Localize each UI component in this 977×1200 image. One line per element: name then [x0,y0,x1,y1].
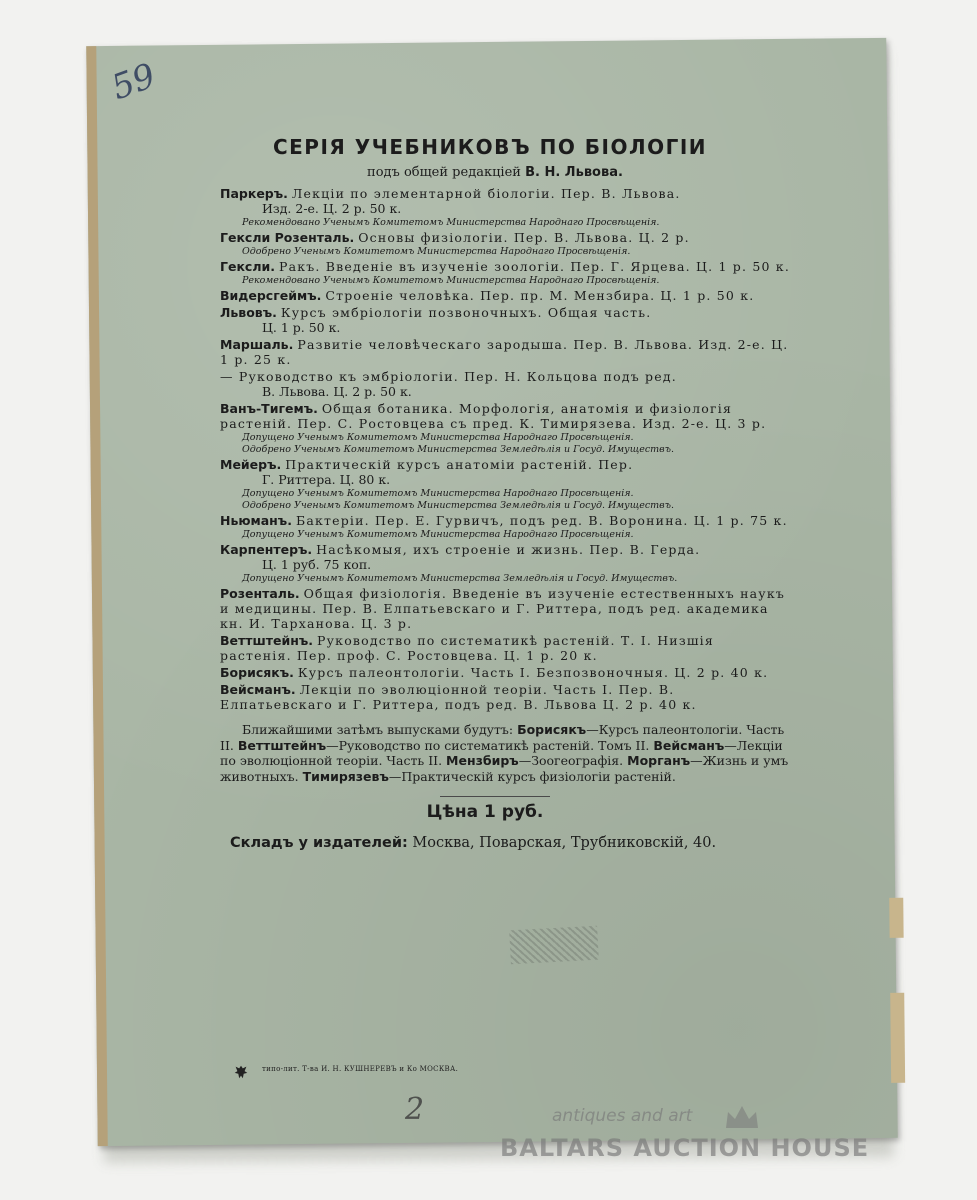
approval-note: Одобрено Ученымъ Комитетомъ Министерства Народнаго Просвѣщенія. [242,246,631,257]
warehouse-label: Складъ у издателей: [230,835,408,851]
upcoming-title: —Практическій курсъ физіологіи растеній. [388,768,676,784]
book-author: Гексли Розенталь. [220,230,355,245]
book-description-continued: Изд. 2-е. Ц. 2 р. 50 к. [262,201,402,216]
upcoming-title: —Курсъ палеонтологіи. Часть II. [220,722,785,753]
book-description-continued: В. Львова. Ц. 2 р. 50 к. [262,384,412,399]
book-entry [220,633,790,663]
book-entry [220,186,790,228]
book-entry [220,682,790,712]
book-author: Карпентеръ. [220,542,313,557]
book-description: Лекціи по эволюціонной теоріи. Часть I. Пер. В. Елпатьевскаго и Г. Риттера, подъ ред. В. Львова Ц. 2 р. 40 к. [220,682,697,712]
book-description-continued: Г. Риттера. Ц. 80 к. [262,472,391,487]
book-description: Развитіе человѣческаго зародыша. Пер. В. Львова. Изд. 2-е. Ц. 1 р. 25 к. [220,337,789,367]
printer-imprint: типо-лит. Т-ва И. Н. КУШНЕРЕВЪ и Ко МОСКВА. [262,1065,459,1073]
book-author: Паркеръ. [220,186,288,201]
book-entry [220,513,790,540]
approval-note: Допущено Ученымъ Комитетомъ Министерства Народнаго Просвѣщенія. [242,529,634,540]
book-description: Курсъ палеонтологіи. Часть I. Безпозвоночныя. Ц. 2 р. 40 к. [297,665,769,680]
book-list [220,186,790,712]
approval-note: Одобрено Ученымъ Комитетомъ Министерства Земледѣлія и Госуд. Имуществъ. [242,500,675,511]
book-author: Видерсгеймъ. [220,288,322,303]
approval-note: Допущено Ученымъ Комитетомъ Министерства Земледѣлія и Госуд. Имуществъ. [242,573,678,584]
book-description: Основы физіологіи. Пер. В. Львова. Ц. 2 р. [358,230,690,245]
divider-line [440,796,550,797]
torn-edge [889,898,903,938]
book-description: Общая ботаника. Морфологія, анатомія и физіологія растеній. Пер. С. Ростовцева съ пред. К. Тимирязева. Изд. 2-е. Ц. 3 р. [220,401,767,431]
approval-note: Допущено Ученымъ Комитетомъ Министерства Народнаго Просвѣщенія. [242,488,634,499]
book-entry [220,305,790,335]
book-author: Ньюманъ. [220,513,292,528]
book-author: Мейеръ. [220,457,282,472]
book-entry [220,337,790,367]
subtitle-prefix: подъ общей редакціей [367,165,521,180]
book-author: Вейсманъ. [220,682,296,697]
book-description: Руководство по систематикѣ растеній. Т. I. Низшія растенія. Пер. проф. С. Ростовцева. Ц. 1 р. 20 к. [220,633,714,663]
upcoming-author: Веттштейнъ [237,737,327,753]
approval-note: Допущено Ученымъ Комитетомъ Министерства Народнаго Просвѣщенія. [242,432,634,443]
book-description: Курсъ эмбріологіи позвоночныхъ. Общая часть. [280,305,652,320]
price: Цѣна 1 руб. [426,802,544,822]
book-description: Насѣкомыя, ихъ строеніе и жизнь. Пер. В. Герда. [316,542,701,557]
book-description: Практическій курсъ анатоміи растеній. Пер. [285,457,634,472]
book-entry [220,401,790,455]
upcoming-title: —Зоогеографія. [518,753,624,768]
book-entry [220,288,790,303]
book-author: Веттштейнъ. [220,633,314,648]
approval-note: Рекомендовано Ученымъ Комитетомъ Министерства Народнаго Просвѣщенія. [242,217,660,228]
book-description: Бактеріи. Пер. Е. Гурвичъ, подъ ред. В. Воронина. Ц. 1 р. 75 к. [295,513,788,528]
book-description: — Руководство къ эмбріологіи. Пер. Н. Кольцова подъ ред. [220,369,677,384]
upcoming-releases [220,722,790,784]
upcoming-title: —Руководство по систематикѣ растеній. Томъ II. [326,737,650,753]
upcoming-author: Тимирязевъ [302,768,389,784]
upcoming-author: Вейсманъ [653,737,725,753]
book-author: Розенталь. [220,586,300,601]
crown-icon [722,1102,762,1132]
book-entry [220,586,790,631]
ink-stamp [509,926,599,965]
book-description-continued: Ц. 1 р. 50 к. [262,320,341,335]
pencil-mark: 2 [405,1092,425,1127]
upcoming-author: Морганъ [627,753,691,768]
series-title: СЕРІЯ УЧЕБНИКОВЪ ПО БІОЛОГІИ [272,135,708,159]
series-subtitle [200,165,790,180]
handwritten-mark: 59 [106,55,161,109]
book-description: Ракъ. Введеніе въ изученіе зоологіи. Пер. Г. Ярцева. Ц. 1 р. 50 к. [278,259,790,274]
upcoming-intro: Ближайшими затѣмъ выпусками будутъ: [242,722,514,737]
book-author: Борисякъ. [220,665,294,680]
book-description: Строеніе человѣка. Пер. пр. М. Мензбира. Ц. 1 р. 50 к. [325,288,755,303]
book-description: Лекціи по элементарной біологіи. Пер. В. Львова. [291,186,681,201]
book-description-continued: Ц. 1 руб. 75 коп. [262,557,372,572]
book-entry [220,259,790,286]
upcoming-title: —Лекціи по эволюціонной теоріи. Часть II. [220,737,783,768]
cover-text [220,135,790,851]
auction-watermark [490,1102,890,1172]
book-author: Гексли. [220,259,275,274]
upcoming-author: Борисякъ [517,722,587,737]
torn-edge [890,993,905,1083]
upcoming-author: Мензбиръ [446,753,519,768]
approval-note: Рекомендовано Ученымъ Комитетомъ Министерства Народнаго Просвѣщенія. [242,275,660,286]
watermark-name: BALTARS AUCTION HOUSE [500,1134,870,1162]
book-author: Ванъ-Тигемъ. [220,401,318,416]
double-headed-eagle-icon [232,1063,250,1081]
book-author: Львовъ. [220,305,277,320]
warehouse-address: Москва, Поварская, Трубниковскій, 40. [412,835,717,851]
book-entry [220,230,790,257]
book-description: Общая физіологія. Введеніе въ изученіе естественныхъ наукъ и медицины. Пер. В. Елпатьевскаго и Г. Риттера, подъ ред. академика кн. И. Тарханова. Ц. 3 р. [220,586,786,631]
book-entry [220,369,790,399]
subtitle-editor: В. Н. Львова. [525,165,623,180]
book-entry [220,457,790,511]
warehouse-line [230,836,790,851]
approval-note: Одобрено Ученымъ Комитетомъ Министерства Земледѣлія и Госуд. Имуществъ. [242,444,675,455]
watermark-tagline: antiques and art [552,1106,693,1126]
book-entry [220,542,790,584]
book-entry [220,665,790,680]
book-author: Маршаль. [220,337,294,352]
upcoming-title: —Жизнь и умъ животныхъ. [220,753,789,784]
